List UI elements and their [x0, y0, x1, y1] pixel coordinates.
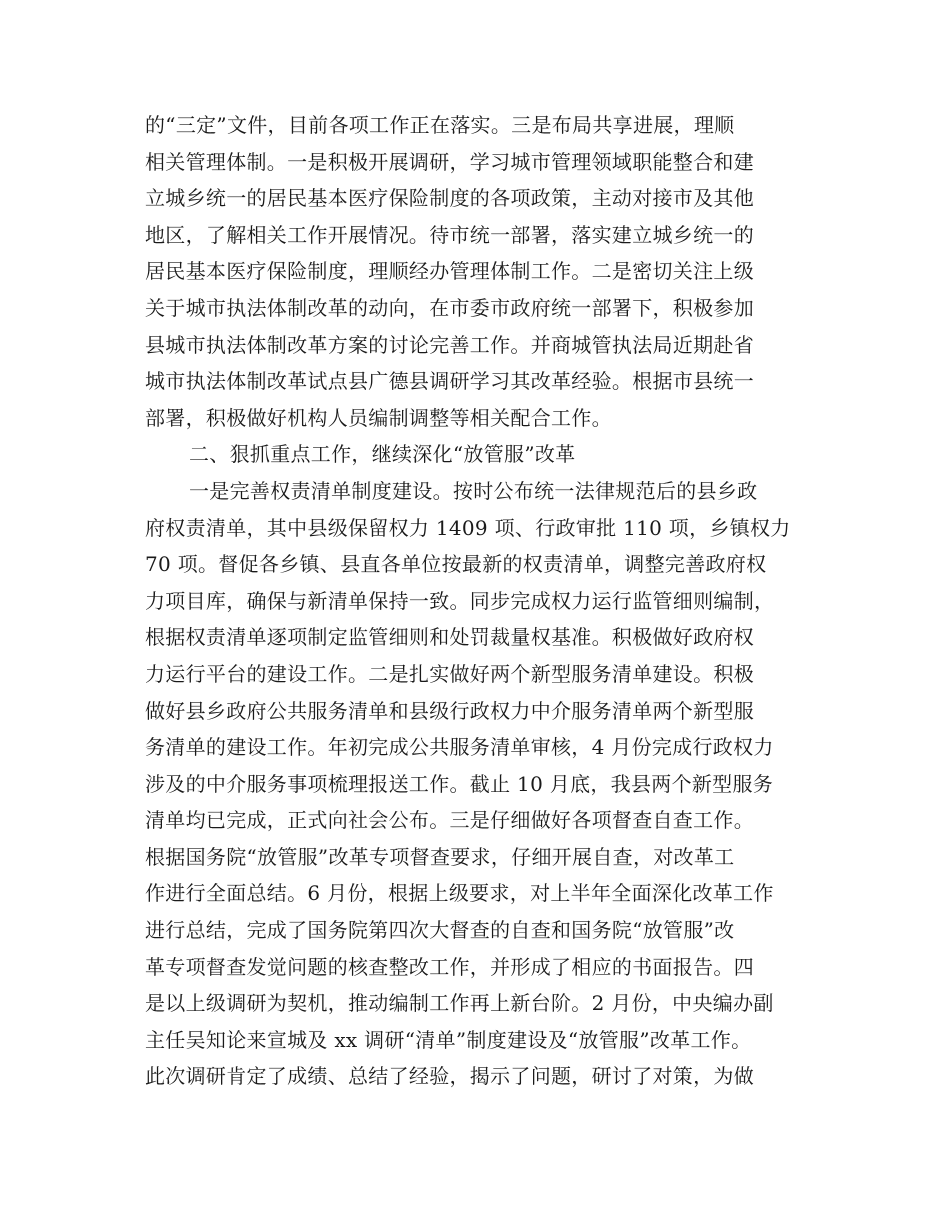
text-line: 70 项。督促各乡镇、县直各单位按最新的权责清单，调整完善政府权 — [145, 552, 767, 577]
text-line: 城市执法体制改革试点县广德县调研学习其改革经验。根据市县统一 — [145, 369, 754, 394]
text-line: 部署，积极做好机构人员编制调整等相关配合工作。 — [145, 405, 612, 430]
paragraph-start-line: 一是完善权责清单制度建设。按时公布统一法律规范后的县乡政 — [189, 478, 758, 503]
text-line: 力项目库，确保与新清单保持一致。同步完成权力运行监管细则编制， — [145, 588, 775, 613]
text-line: 此次调研肯定了成绩、总结了经验，揭示了问题，研讨了对策，为做 — [145, 1064, 754, 1089]
text-line: 力运行平台的建设工作。二是扎实做好两个新型服务清单建设。积极 — [145, 661, 754, 686]
text-line: 居民基本医疗保险制度，理顺经办管理体制工作。二是密切关注上级 — [145, 259, 754, 284]
text-line: 府权责清单，其中县级保留权力 1409 项、行政审批 110 项，乡镇权力 — [145, 515, 791, 540]
text-line: 涉及的中介服务事项梳理报送工作。截止 10 月底，我县两个新型服务 — [145, 771, 774, 796]
text-line: 的“三定”文件，目前各项工作正在落实。三是布局共享进展，理顺 — [145, 113, 735, 137]
text-line: 关于城市执法体制改革的动向，在市委市政府统一部署下，积极参加 — [145, 295, 754, 320]
paragraph-start-line: 二、狠抓重点工作，继续深化“放管服”改革 — [189, 442, 576, 467]
text-line: 根据国务院“放管服”改革专项督查要求，仔细开展自查，对改革工 — [145, 844, 735, 869]
text-line: 相关管理体制。一是积极开展调研，学习城市管理领域职能整合和建 — [145, 149, 754, 174]
text-line: 作进行全面总结。6 月份，根据上级要求，对上半年全面深化改革工作 — [145, 881, 774, 906]
text-line: 地区，了解相关工作开展情况。待市统一部署，落实建立城乡统一的 — [145, 222, 754, 247]
text-line: 进行总结，完成了国务院第四次大督查的自查和国务院“放管服”改 — [145, 918, 735, 943]
text-line: 清单均已完成，正式向社会公布。三是仔细做好各项督查自查工作。 — [145, 808, 754, 833]
text-line: 根据权责清单逐项制定监管细则和处罚裁量权基准。积极做好政府权 — [145, 625, 754, 650]
text-line: 立城乡统一的居民基本医疗保险制度的各项政策，主动对接市及其他 — [145, 186, 754, 211]
text-line: 务清单的建设工作。年初完成公共服务清单审核，4 月份完成行政权力 — [145, 735, 774, 760]
text-line: 做好县乡政府公共服务清单和县级行政权力中介服务清单两个新型服 — [145, 698, 754, 723]
text-line: 县城市执法体制改革方案的讨论完善工作。并商城管执法局近期赴省 — [145, 332, 754, 357]
text-line: 主任吴知论来宣城及 xx 调研“清单”制度建设及“放管服”改革工作。 — [145, 1027, 752, 1052]
text-line: 是以上级调研为契机，推动编制工作再上新台阶。2 月份，中央编办副 — [145, 991, 774, 1016]
body-text — [145, 107, 825, 1095]
text-line: 革专项督查发觉问题的核查整改工作，并形成了相应的书面报告。四 — [145, 954, 754, 979]
